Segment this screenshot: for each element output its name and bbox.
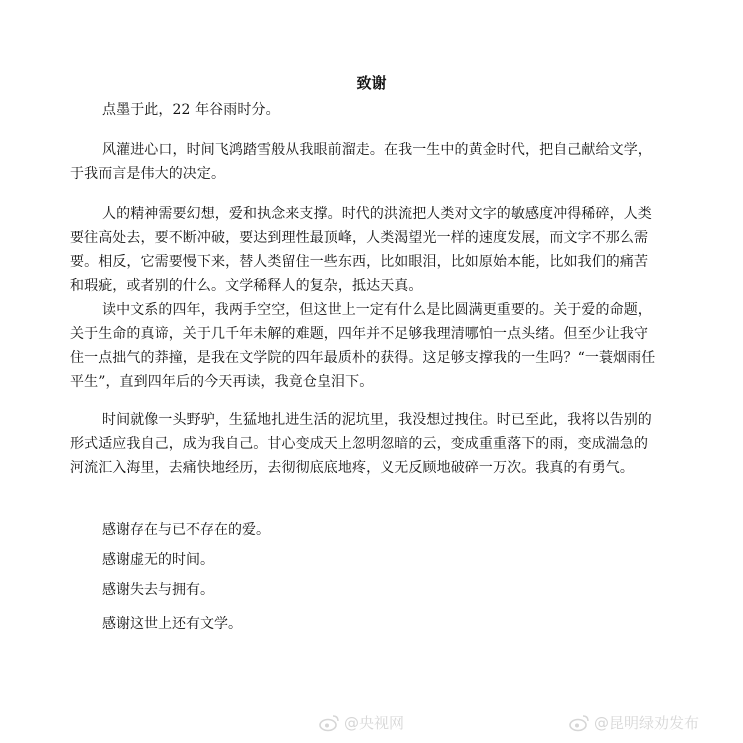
watermark-kunming [568, 712, 699, 733]
paragraph-4: 时间就像一头野驴，生猛地扎进生活的泥坑里，我没想过拽住。时已至此，我将以告别的形式适应我自己，成为我自己。甘心变成天上忽明忽暗的云，变成重重落下的雨，变成湍急的河流汇入海里，去痛快地经历，去彻彻底底地疼，义无反顾地破碎一万次。我真的有勇气。 [70, 412, 652, 476]
weibo-logo-icon [318, 714, 340, 732]
watermark-text: @昆明绿劝发布 [594, 714, 700, 732]
thanks-line-4: 感谢这世上还有文学。 [102, 616, 242, 632]
thanks-line-1: 感谢存在与已不存在的爱。 [102, 522, 270, 538]
paragraph-3: 读中文系的四年，我两手空空，但这世上一定有什么是比圆满更重要的。关于爱的命题，关于生命的真谛，关于几千年未解的难题，四年并不足够我理清哪怕一点头绪。但至少让我守住一点拙气的莽撞，是我在文学院的四年最质朴的获得。这足够支撑我的一生吗？“一蓑烟雨任平生”，直到四年后的今天再读，我竟仓皇泪下。 [70, 302, 656, 390]
thanks-line-3: 感谢失去与拥有。 [102, 582, 214, 598]
opening-line: 点墨于此，22 年谷雨时分。 [102, 102, 280, 118]
document-title: 致谢 [356, 74, 387, 92]
watermark-cctv [318, 712, 404, 733]
weibo-logo-icon [568, 714, 590, 732]
thanks-line-2: 感谢虚无的时间。 [102, 552, 214, 568]
paragraph-2: 人的精神需要幻想，爱和执念来支撑。时代的洪流把人类对文字的敏感度冲得稀碎，人类要往高处去，要不断冲破，要达到理性最顶峰，人类渴望光一样的速度发展，而文字不那么需要。相反，它需要慢下来，替人类留住一些东西，比如眼泪，比如原始本能，比如我们的痛苦和瑕疵，或者别的什么。文学稀释人的复杂，抵达天真。 [70, 206, 652, 294]
watermark-text: @央视网 [344, 714, 405, 732]
paragraph-1: 风灌进心口，时间飞鸿踏雪般从我眼前溜走。在我一生中的黄金时代，把自己献给文学，于我而言是伟大的决定。 [70, 142, 652, 182]
